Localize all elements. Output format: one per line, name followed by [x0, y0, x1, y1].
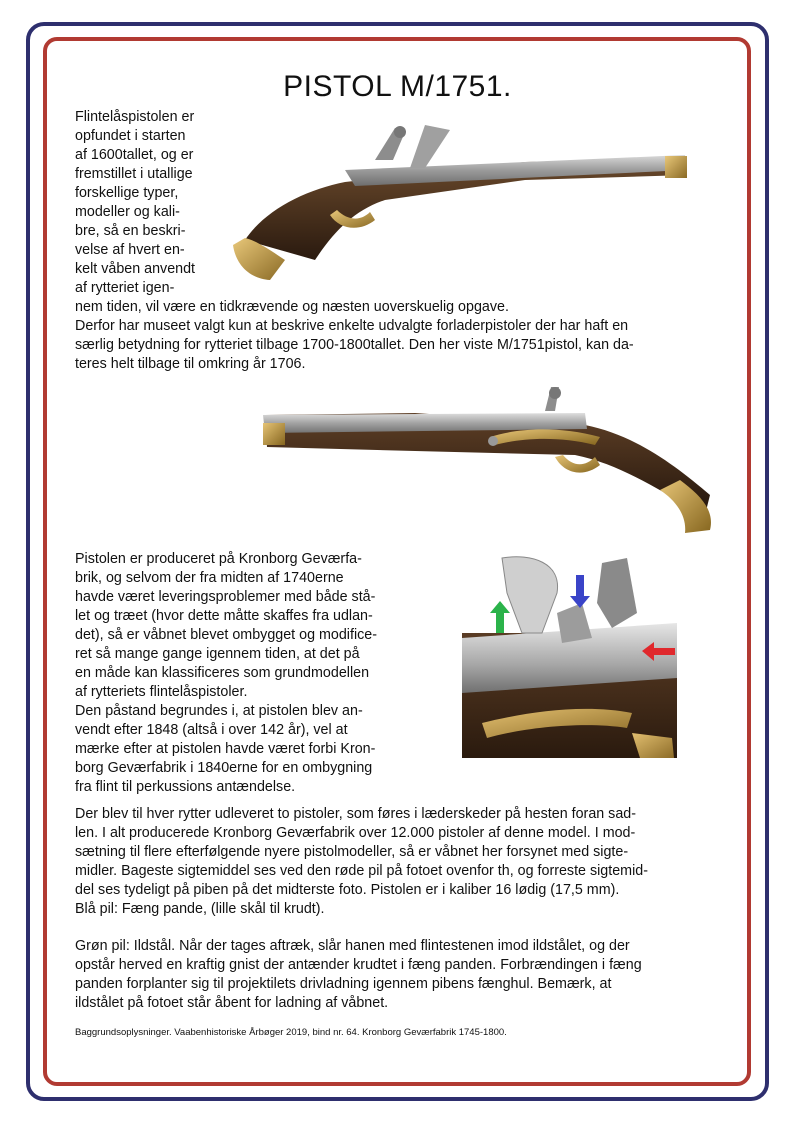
green-arrow-icon	[490, 601, 510, 633]
intro-column	[75, 108, 225, 298]
text-line: en måde kan klassificeres som grundmodellen	[75, 665, 370, 681]
lock-closeup-photo	[462, 553, 677, 758]
text-line: havde været leveringsproblemer med både stå-	[75, 589, 376, 605]
text-line: del ses tydeligt på piben på det midterste foto. Pistolen er i kaliber 16 lødig (17,5 mm).	[75, 882, 620, 898]
text-line: ret så mange gange igennem tiden, at det på	[75, 646, 360, 662]
text-line: sætning til flere efterfølgende nyere pistolmodeller, så er våbnet her forsynet med sigte-	[75, 844, 629, 860]
text-line: midler. Bageste sigtemiddel ses ved den røde pil på fotoet ovenfor th, og forreste sigtemid-	[75, 863, 648, 879]
text-line: borg Geværfabrik i 1840erne for en ombygning	[75, 760, 373, 776]
text-line: fra flint til perkussions antændelse.	[75, 779, 296, 795]
pistol-photo-right-facing	[225, 120, 695, 285]
text-line: len. I alt producerede Kronborg Geværfabrik over 12.000 pistoler af denne model. I mod-	[75, 825, 636, 841]
text-line: af rytteriets flintelåspistoler.	[75, 684, 248, 700]
text-line: vendt efter 1848 (altså i over 142 år), vel at	[75, 722, 348, 738]
page-title: PISTOL M/1751.	[283, 70, 512, 103]
text-line: brik, og selvom der fra midten af 1740erne	[75, 570, 344, 586]
text-line: opfundet i starten	[75, 128, 186, 144]
text-line: let og træet (hvor dette måtte skaffes fra udlan-	[75, 608, 373, 624]
text-line: Flintelåspistolen er	[75, 109, 195, 125]
text-line: det), så er våbnet blevet ombygget og modifice-	[75, 627, 377, 643]
source-note: Baggrundsoplysninger. Vaabenhistoriske Årbøger 2019, bind nr. 64. Kronborg Geværfabrik 1745-1800.	[75, 1027, 507, 1038]
text-line: særlig betydning for rytteriet tilbage 1700-1800tallet. Den her viste M/1751pistol, kan da-	[75, 337, 634, 353]
middle-paragraph	[75, 550, 430, 797]
text-line: nem tiden, vil være en tidkrævende og næsten uoverskuelig opgave.	[75, 299, 509, 315]
text-line: modeller og kali-	[75, 204, 180, 220]
text-line: forskellige typer,	[75, 185, 179, 201]
bottom-paragraph-1	[75, 805, 715, 919]
text-line: Grøn pil: Ildstål. Når der tages aftræk, slår hanen med flintestenen imod ildstålet, og der	[75, 938, 630, 954]
text-line: opstår herved en kraftig gnist der antænder krudtet i fæng panden. Forbrændingen i fæng	[75, 957, 642, 973]
text-line: af 1600tallet, og er	[75, 147, 194, 163]
text-line: Derfor har museet valgt kun at beskrive enkelte udvalgte forladerpistoler der har haft en	[75, 318, 629, 334]
text-line: fremstillet i utallige	[75, 166, 193, 182]
text-line: bre, så en beskri-	[75, 223, 186, 239]
text-line: Pistolen er produceret på Kronborg Geværfa-	[75, 551, 362, 567]
text-line: ildstålet på fotoet står åbent for ladning af våbnet.	[75, 995, 389, 1011]
text-line: kelt våben anvendt	[75, 261, 196, 277]
text-line: af rytteriet igen-	[75, 280, 175, 296]
text-line: velse af hvert en-	[75, 242, 185, 258]
blue-arrow-icon	[570, 575, 590, 608]
text-line: Blå pil: Fæng pande, (lille skål til krudt).	[75, 901, 325, 917]
text-line: teres helt tilbage til omkring år 1706.	[75, 356, 306, 372]
pistol-photo-left-facing	[255, 385, 717, 535]
intro-paragraph	[75, 298, 715, 374]
text-line: panden forplanter sig til projektilets drivladning igennem pibens fænghul. Bemærk, at	[75, 976, 612, 992]
text-line: Den påstand begrundes i, at pistolen blev an-	[75, 703, 363, 719]
bottom-paragraph-2	[75, 937, 715, 1013]
text-line: Der blev til hver rytter udleveret to pistoler, som føres i læderskeder på hesten foran sad-	[75, 806, 636, 822]
text-line: mærke efter at pistolen havde været forbi Kron-	[75, 741, 376, 757]
